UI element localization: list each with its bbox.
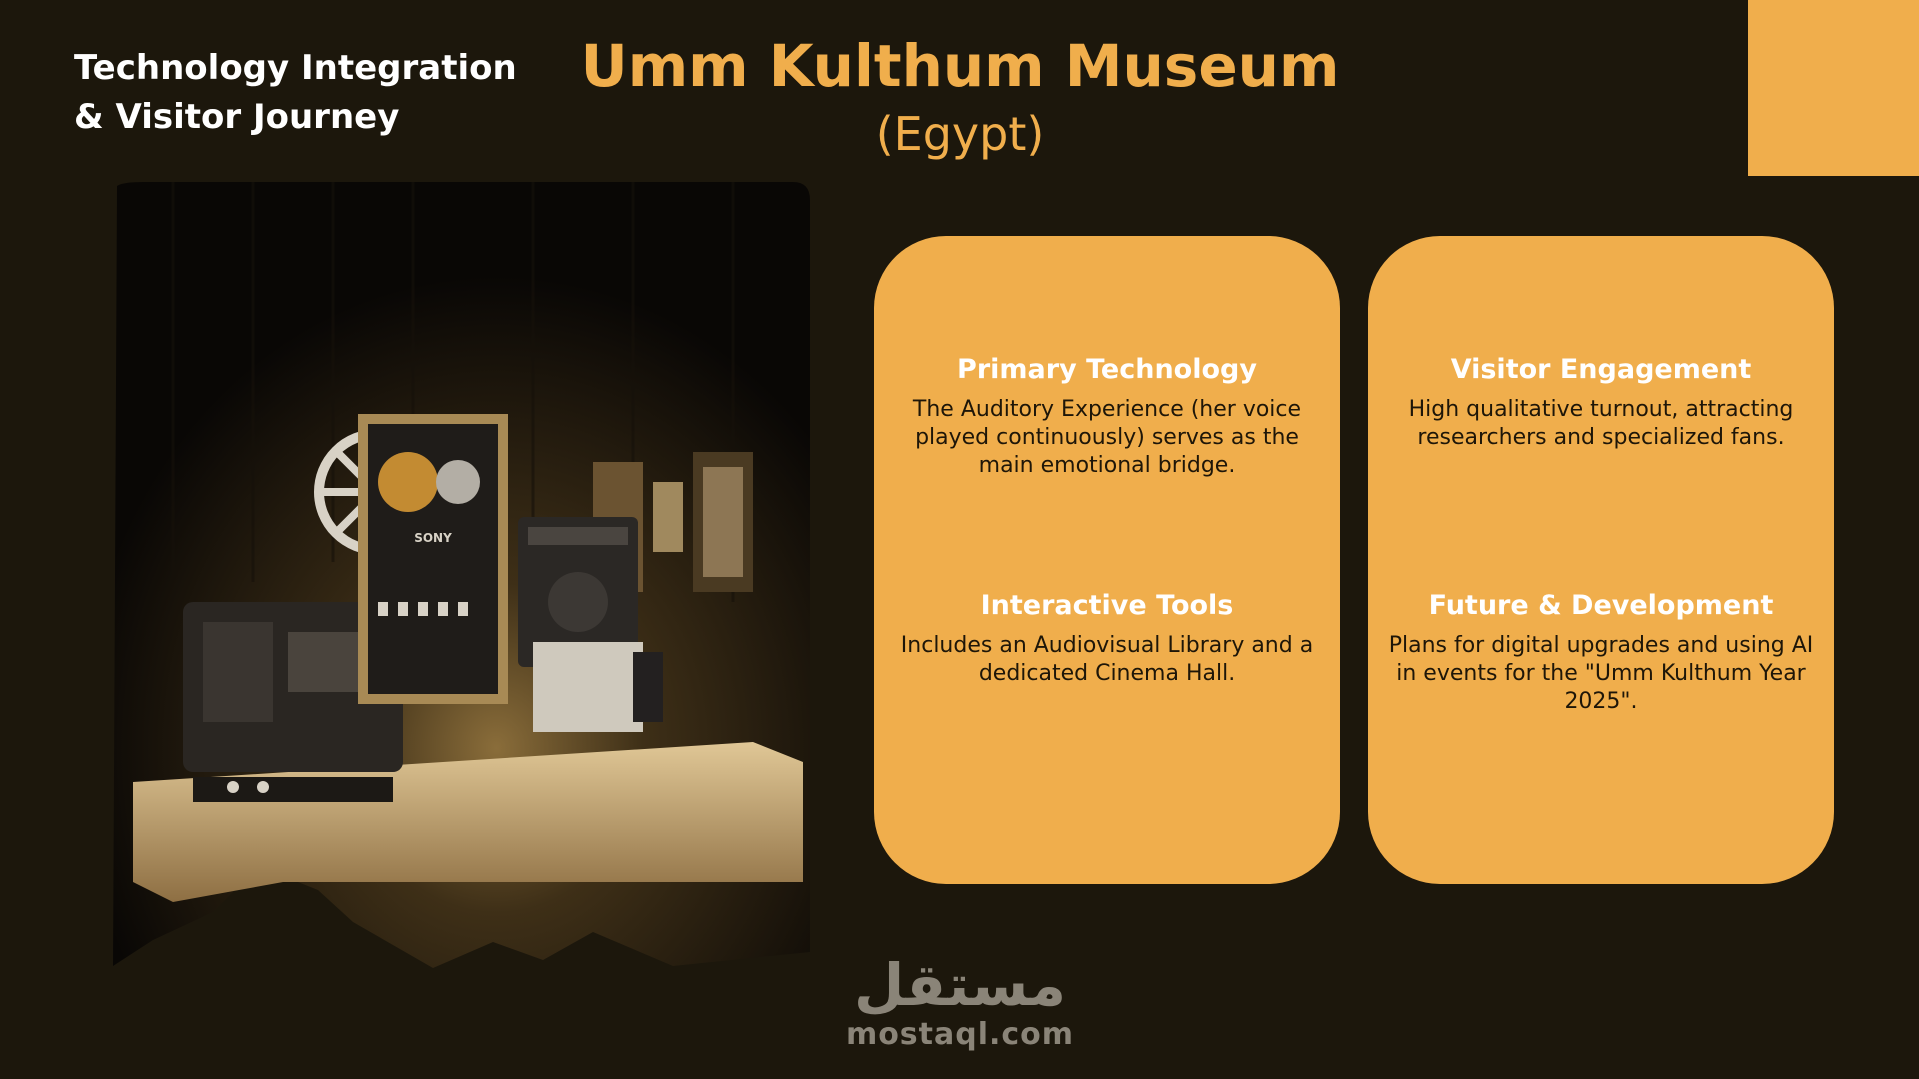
block-text: Includes an Audiovisual Library and a dedicated Cinema Hall. (900, 633, 1314, 686)
info-card-left (874, 236, 1340, 884)
museum-exhibit-photo (113, 182, 810, 968)
info-block-future-development (1388, 586, 1814, 716)
section-title: Technology Integration & Visitor Journey (74, 48, 517, 137)
info-block-interactive-tools (894, 586, 1320, 688)
corner-accent-block (1748, 0, 1919, 176)
block-title: Primary Technology (957, 354, 1257, 385)
watermark-arabic-text: مستقل (853, 951, 1067, 1019)
page-title: Umm Kulthum Museum (580, 32, 1340, 100)
page-subtitle: (Egypt) (875, 107, 1045, 161)
mostaql-watermark (830, 952, 1090, 1062)
sony-label: SONY (414, 531, 452, 545)
info-block-visitor-engagement (1388, 350, 1814, 452)
block-text: Plans for digital upgrades and using AI in events for the "Umm Kulthum Year 2025". (1388, 633, 1814, 714)
watermark-url-text: mostaql.com (845, 1017, 1075, 1052)
block-title: Visitor Engagement (1450, 354, 1752, 385)
block-text: High qualitative turnout, attracting researchers and specialized fans. (1408, 397, 1794, 450)
info-card-right (1368, 236, 1834, 884)
block-title: Future & Development (1428, 590, 1774, 621)
info-block-primary-technology (894, 350, 1320, 480)
block-text: The Auditory Experience (her voice played continuously) serves as the main emotional bridge. (912, 397, 1302, 478)
block-title: Interactive Tools (980, 590, 1234, 621)
